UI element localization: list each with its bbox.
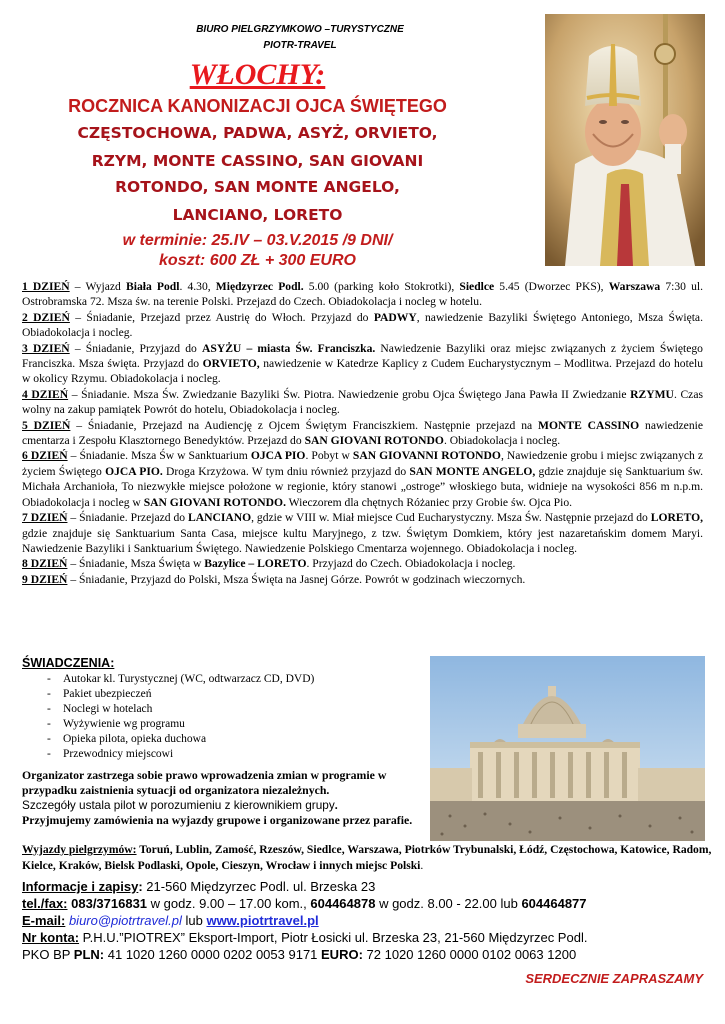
place-name: RZYMU — [630, 387, 674, 401]
day-text: 5.00 (parking koło Stokrotki), — [303, 280, 460, 293]
email-line — [22, 912, 712, 929]
phone-line — [22, 895, 712, 912]
departures-section — [22, 842, 712, 874]
phone-number[interactable]: 083/3716831 — [67, 896, 148, 911]
page-title: WŁOCHY: — [189, 58, 326, 91]
day-text: Wieczorem dla chętnych Różaniec przy Grobie św. Ojca Pio. — [285, 495, 573, 509]
place-name: LORETO, — [650, 511, 704, 525]
pln-account: 41 1020 1260 0000 0202 0053 9171 — [104, 947, 322, 962]
day-text: Droga Krzyżowa. W tym dniu również przyjazd do — [162, 464, 410, 478]
pilot-note — [22, 798, 432, 813]
pope-photo — [545, 14, 705, 266]
trip-cost: koszt: 600 ZŁ + 300 EURO — [159, 252, 356, 269]
day-label: 5 DZIEŃ — [22, 418, 71, 432]
organizer-note: Organizator zastrzega sobie prawo wprowadzenia zmian w programie w przypadku zaistnienia sytuacji od organizatora niezależnych. — [22, 768, 387, 797]
mobile-number-2[interactable]: 604464877 — [521, 896, 587, 911]
phone-label: tel./fax: — [22, 896, 68, 911]
trip-term: w terminie: 25.IV – 03.V.2015 /9 DNI/ — [122, 232, 393, 249]
day-text: – Wyjazd — [69, 280, 126, 293]
day-text: – Śniadanie. Msza Św. Zwiedzanie Bazyliki Św. Piotra. Nawiedzenie grobu Ojca Świętego Jana Pawła II Zwiedzanie — [68, 387, 631, 401]
place-name: PADWY — [373, 310, 417, 324]
account-holder: P.H.U.”PIOTREX” Eksport-Import, Piotr Łosicki ul. Brzeska 23, 21-560 Międzyrzec Podl. — [79, 930, 588, 945]
services-list — [22, 672, 422, 762]
subtitle: ROCZNICA KANONIZACJI OJCA ŚWIĘTEGO — [68, 96, 447, 116]
departures-cities: Toruń, Lublin, Zamość, Rzeszów, Siedlce, Warszawa, Piotrków Trybunalski, Łódź, Częstochowa, Katowice, Radom, Kielce, Kraków, Bielsk Podlaski, Opole, Cieszyn, Wrocław i innych miejsc Polski — [22, 843, 712, 872]
itinerary-day-1 — [22, 279, 703, 310]
info-label: Informacje i zapisy — [22, 879, 139, 894]
itinerary-day-2 — [22, 310, 703, 341]
pilot-note-end: . — [334, 798, 338, 812]
list-item: - Autokar kl. Turystycznej (WC, odtwarzacz CD, DVD) — [22, 672, 422, 687]
day-text: 5.45 (Dworzec PKS), — [494, 280, 609, 293]
day-text: . Obiadokolacja i nocleg. — [443, 434, 561, 448]
list-item: - Wyżywienie wg programu — [22, 717, 422, 732]
place-name: Bazylice – LORETO — [204, 557, 307, 571]
day-text: 7:30 ul. Ostrobramska 72. Msza św. na terenie Polski. Przejazd do Czech. Obiadokolacja i nocleg w hotelu. — [22, 280, 703, 309]
email-label: E-mail: — [22, 913, 66, 928]
day-text: . Czas wolny na zakup pamiątek Powrót do hotelu, Obiadokolacja i nocleg. — [22, 387, 703, 417]
day-label: 3 DZIEŃ — [22, 341, 70, 355]
day-text: – Śniadanie. Msza Św w Sanktuarium — [67, 449, 251, 463]
place-name: Biała Podl — [125, 280, 180, 293]
agency-name-line1: BIURO PIELGRZYMKOWO –TURYSTYCZNE — [196, 24, 404, 35]
itinerary-day-7 — [22, 510, 703, 556]
contact-section — [22, 878, 712, 963]
eur-account: 72 1020 1260 0000 0102 0063 1200 — [362, 947, 577, 962]
eur-label: EURO: — [321, 947, 363, 962]
services-section — [22, 656, 422, 762]
day-text: gdzie znajduje się Sanktuarium Santa Casa, miejsce kultu Maryjnego, z tzw. Świętym Domkiem, który jest nazaretańskim domem Maryi. Nawiedzenie Bazyliki i Sanktuarium Świętego. Nawiedzenie Polskiego Cmentarza wojennego. Obiadokolacja i nocleg. — [22, 526, 703, 555]
day-text: – Śniadanie, Przyjazd do — [69, 341, 202, 355]
account-label: Nr konta: — [22, 930, 80, 945]
departures-label: Wyjazdy pielgrzymów: — [22, 843, 137, 856]
st-peters-basilica-photo — [430, 656, 705, 841]
email-link[interactable]: biuro@piotrtravel.pl — [65, 913, 182, 928]
website-link[interactable]: www.piotrtravel.pl — [206, 913, 319, 928]
day-text: – Śniadanie, Przejazd na Audiencję z Ojcem Świętym Franciszkiem. Następnie przejazd na — [70, 418, 538, 432]
mobile-number[interactable]: 604464878 — [310, 896, 376, 911]
day-text: – Śniadanie, Msza Święta w — [67, 557, 205, 571]
destinations-line-1: CZĘSTOCHOWA, PADWA, ASYŻ, ORVIETO, — [77, 124, 438, 142]
orders-note: Przyjmujemy zamówienia na wyjazdy grupowe i organizowane przez parafie. — [22, 813, 413, 827]
services-title: ŚWIADCZENIA: — [22, 656, 115, 670]
day-text: gdzie znajduje się Sanktuarium św. Michała Archanioła, To niezwykłe miejsce położone w regionie, który stanowi „ostroge” włoskiego buta, widnieje na wysokości 856 m n.p.m. Obiadokolacja i nocleg w — [22, 464, 704, 509]
place-name: Warszawa — [608, 280, 661, 293]
day-text: – Śniadanie, Przejazd przez Austrię do Włoch. Przyjazd do — [69, 310, 374, 324]
place-name: SAN GIOVANI ROTONDO. — [143, 495, 286, 509]
place-name: SAN MONTE ANGELO, — [409, 464, 536, 478]
day-label: 9 DZIEŃ — [22, 572, 68, 586]
day-text: . 4.30, — [179, 280, 216, 293]
day-label: 6 DZIEŃ — [22, 449, 68, 463]
place-name: SAN GIOVANI ROTONDO — [304, 434, 444, 448]
day-text: nawiedzenie cmentarza i Zespołu Klasztornego Benedyktów. Przejazd do — [22, 418, 703, 448]
list-item: - Noclegi w hotelach — [22, 702, 422, 717]
list-item: - Opieka pilota, opieka duchowa — [22, 732, 422, 747]
day-text: , nawiedzenie Bazyliki Świętego Antoniego, Msza Święta. Obiadokolacja i nocleg. — [22, 310, 703, 340]
destinations-line-2: RZYM, MONTE CASSINO, SAN GIOVANI — [91, 152, 424, 170]
day-text: – Śniadanie. Przejazd do — [67, 511, 188, 525]
pilot-note-text: Szczegóły ustala pilot w porozumieniu z kierownikiem grupy — [22, 798, 335, 812]
day-label: 4 DZIEŃ — [22, 387, 69, 401]
itinerary-day-8 — [22, 556, 703, 571]
itinerary-day-4 — [22, 387, 703, 418]
account-line — [22, 929, 712, 946]
itinerary — [22, 279, 703, 587]
place-name: SAN GIOVANNI ROTONDO — [352, 449, 501, 463]
itinerary-day-9 — [22, 572, 703, 587]
info-colon: : — [138, 879, 143, 894]
place-name: LANCIANO — [187, 511, 252, 525]
notes-section — [22, 768, 432, 828]
or-text: lub — [181, 913, 207, 928]
day-label: 8 DZIEŃ — [22, 557, 68, 571]
day-label: 1 DZIEŃ — [22, 280, 70, 293]
place-name: Międzyrzec Podl. — [215, 280, 304, 293]
agency-name-line2: PIOTR-TRAVEL — [263, 40, 337, 51]
closing-text: SERDECZNIE ZAPRASZAMY — [525, 971, 703, 986]
place-name: ORVIETO, — [202, 357, 260, 371]
destinations-line-3: ROTONDO, SAN MONTE ANGELO, — [115, 178, 400, 196]
day-text: . Pobyt w — [305, 449, 353, 463]
itinerary-day-6 — [22, 448, 703, 510]
info-address: 21-560 Międzyrzec Podl. ul. Brzeska 23 — [142, 879, 376, 894]
day-label: 7 DZIEŃ — [22, 511, 68, 525]
day-text: – Śniadanie, Przyjazd do Polski, Msza Święta na Jasnej Górze. Powrót w godzinach wieczornych. — [67, 572, 526, 586]
place-name: MONTE CASSINO — [538, 418, 640, 432]
list-item: - Pakiet ubezpieczeń — [22, 687, 422, 702]
destinations-line-4: LANCIANO, LORETO — [172, 206, 343, 224]
bank-name: PKO BP — [22, 947, 74, 962]
itinerary-day-5 — [22, 418, 703, 449]
pln-label: PLN: — [73, 947, 105, 962]
mobile-hours: w godz. 8.00 - 22.00 lub — [375, 896, 522, 911]
day-text: , Nawiedzenie grobu i miejsc związanych z życiem Świętego — [22, 449, 703, 478]
place-name: Siedlce — [459, 280, 495, 293]
day-text: , gdzie w VIII w. Miał miejsce Cud Eucharystyczny. Msza Św. Następnie przejazd do — [251, 511, 651, 525]
info-line — [22, 878, 712, 895]
day-text: nawiedzenie w Katedrze Kaplicy z Cudem Eucharystycznym – Modlitwa. Przejazd do hotelu w okolicy Rzymu. Obiadokolacja i nocleg. — [22, 357, 703, 386]
list-item: - Przewodnicy miejscowi — [22, 747, 422, 762]
itinerary-day-3 — [22, 341, 703, 387]
departures-end: . — [420, 859, 424, 872]
day-text: Nawiedzenie Bazyliki oraz miejsc związanych z życiem Świętego Franciszka. Msza święta. Przyjazd do — [22, 341, 703, 371]
bank-line — [22, 946, 712, 963]
day-text: . Przyjazd do Czech. Obiadokolacja i nocleg. — [306, 557, 516, 571]
phone-hours: w godz. 9.00 – 17.00 kom., — [147, 896, 311, 911]
place-name: OJCA PIO — [250, 449, 306, 463]
place-name: OJCA PIO. — [105, 464, 163, 478]
place-name: ASYŻU – miasta Św. Franciszka. — [202, 341, 376, 355]
day-label: 2 DZIEŃ — [22, 310, 70, 324]
